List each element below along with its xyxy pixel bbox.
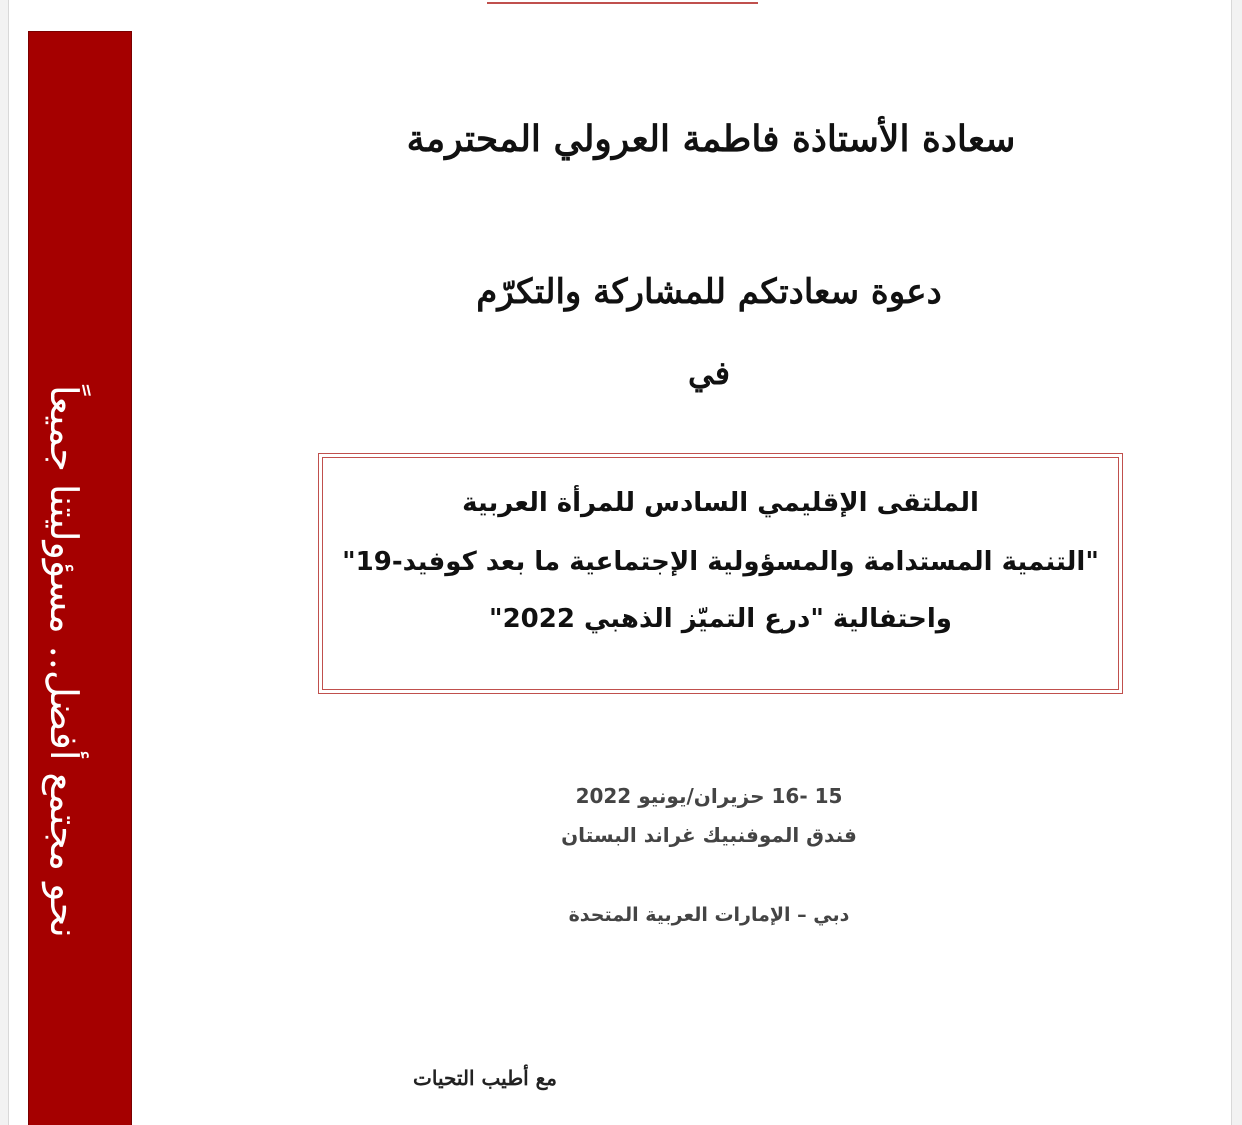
event-box	[318, 453, 1123, 694]
recipient-title: سعادة الأستاذة فاطمة العرولي المحترمة	[406, 118, 1016, 160]
event-date: 15 -16 حزيران/يونيو 2022	[575, 784, 843, 808]
document-page	[8, 0, 1232, 1125]
event-name: الملتقى الإقليمي السادس للمرأة العربية	[462, 488, 979, 518]
event-award: واحتفالية "درع التميّز الذهبي 2022"	[489, 604, 952, 634]
event-venue: فندق الموفنبيك غراند البستان	[561, 823, 857, 847]
side-banner-slogan: نحو مجتمع أفضل.. مسؤوليتنا جميعاً	[42, 385, 86, 938]
invitation-line: دعوة سعادتكم للمشاركة والتكرّم	[476, 272, 942, 312]
signature-line-cut	[379, 1110, 629, 1125]
invitation-preposition: في	[688, 354, 730, 392]
closing-greeting: مع أطيب التحيات	[413, 1066, 557, 1090]
header-rule	[487, 2, 758, 4]
event-location: دبي – الإمارات العربية المتحدة	[568, 904, 850, 926]
event-theme: "التنمية المستدامة والمسؤولية الإجتماعية ما بعد كوفيد-19"	[342, 547, 1099, 577]
